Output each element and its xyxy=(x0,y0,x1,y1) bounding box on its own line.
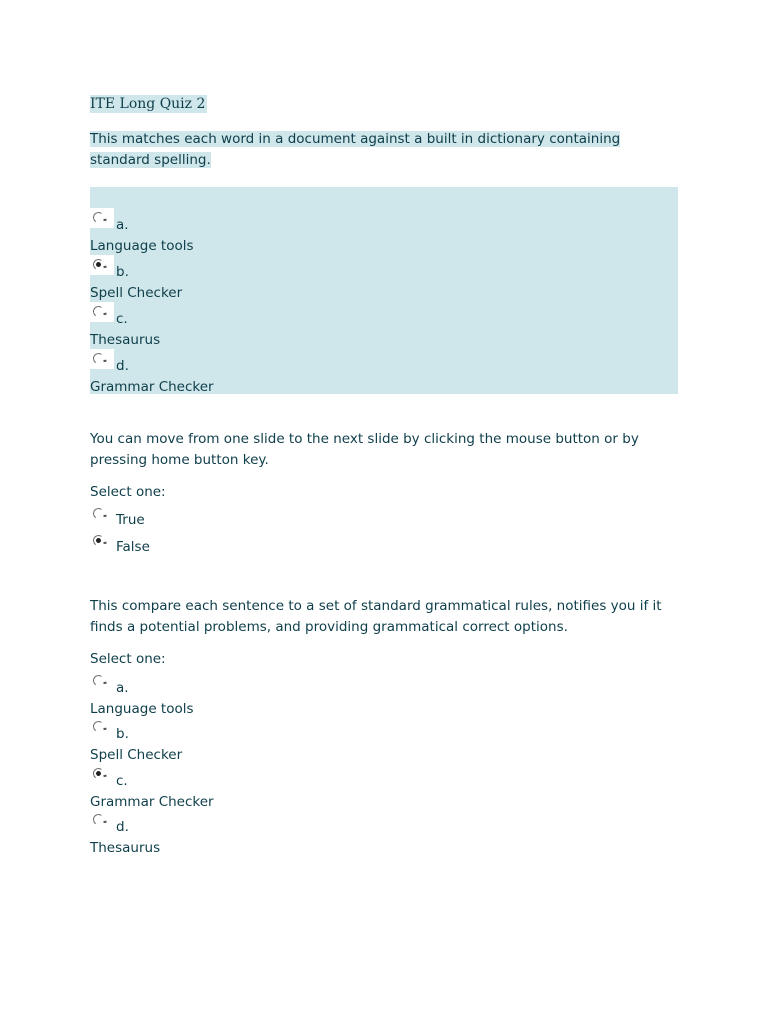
radio-unchecked-icon[interactable] xyxy=(92,813,105,826)
option-letter: c. xyxy=(116,773,128,789)
option-label: Thesaurus xyxy=(90,332,161,348)
option-label: Grammar Checker xyxy=(90,794,214,810)
option-letter: a. xyxy=(116,217,129,233)
option-letter: a. xyxy=(116,680,129,696)
select-one-label: Select one: xyxy=(90,484,166,500)
option-label: Spell Checker xyxy=(90,747,183,763)
select-one-label: Select one: xyxy=(90,651,166,667)
option-label: Thesaurus xyxy=(90,840,161,856)
option-letter: c. xyxy=(116,311,128,327)
option-label: True xyxy=(116,512,145,528)
question-3-text-content: This compare each sentence to a set of standard grammatical rules, notifies you if it finds a potential problems, and providing grammatical correct options. xyxy=(90,598,662,635)
option-label: False xyxy=(116,539,150,555)
option-label: Spell Checker xyxy=(90,285,183,301)
radio-unchecked-icon[interactable] xyxy=(92,507,105,520)
question-1-text xyxy=(90,129,680,171)
radio-unchecked-icon[interactable] xyxy=(92,674,105,687)
question-2-text xyxy=(90,429,680,471)
page-title: ITE Long Quiz 2 xyxy=(90,96,206,112)
radio-checked-icon[interactable] xyxy=(92,534,105,547)
option-label: Grammar Checker xyxy=(90,379,214,395)
option-letter: b. xyxy=(116,726,129,742)
question-1-text-content: This matches each word in a document against a built in dictionary containing standard spelling. xyxy=(90,131,621,168)
option-letter: d. xyxy=(116,819,129,835)
option-label: Language tools xyxy=(90,238,194,254)
question-3-text xyxy=(90,596,680,638)
radio-checked-icon[interactable] xyxy=(92,767,105,780)
option-label: Language tools xyxy=(90,701,194,717)
radio-unchecked-icon[interactable] xyxy=(92,720,105,733)
option-letter: d. xyxy=(116,358,129,374)
question-2-text-content: You can move from one slide to the next slide by clicking the mouse button or by pressing home button key. xyxy=(90,431,639,468)
option-letter: b. xyxy=(116,264,129,280)
